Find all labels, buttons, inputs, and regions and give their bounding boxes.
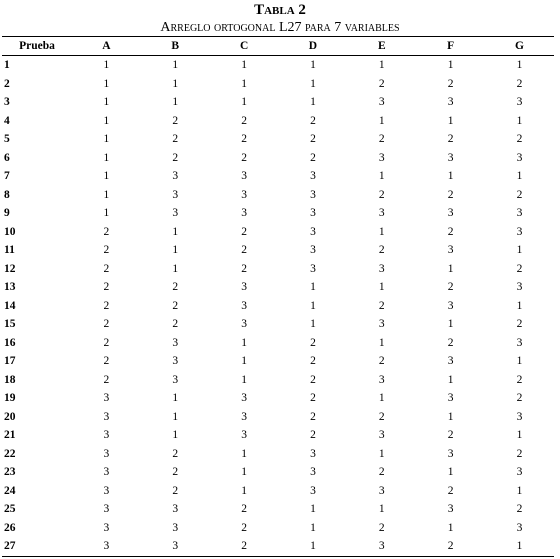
table-row [2,186,554,205]
cell-b: 3 [172,355,179,368]
cell-f: 2 [447,429,454,442]
cell-g: 3 [516,466,523,479]
cell-e: 3 [378,151,385,164]
cell-a: 1 [103,59,110,72]
cell-g: 1 [516,170,523,183]
cell-g: 2 [516,262,523,275]
cell-b: 3 [172,207,179,220]
cell-b: 1 [172,429,179,442]
cell-a: 3 [103,429,110,442]
cell-f: 1 [447,318,454,331]
table-row [2,167,554,186]
cell-e: 2 [378,244,385,257]
table-row [2,334,554,353]
column-header-b: B [141,37,210,56]
cell-c: 3 [241,410,247,423]
cell-e: 1 [378,503,385,516]
cell-b: 1 [172,96,179,109]
cell-a: 3 [103,410,110,423]
orthogonal-array-table [2,36,554,557]
cell-prueba: 26 [4,521,16,534]
table-row [2,445,554,464]
table-row [2,519,554,538]
cell-g: 2 [516,318,523,331]
cell-c: 1 [241,96,247,109]
table-row [2,463,554,482]
cell-b: 3 [172,336,179,349]
cell-prueba: 9 [4,207,10,220]
cell-g: 2 [516,392,523,405]
column-header-f: F [416,37,485,56]
cell-c: 3 [241,207,247,220]
cell-d: 2 [310,133,316,146]
cell-b: 2 [172,318,179,331]
cell-e: 2 [378,133,385,146]
cell-d: 1 [310,521,316,534]
cell-e: 2 [378,521,385,534]
cell-e: 1 [378,225,385,238]
cell-f: 3 [447,392,454,405]
cell-a: 3 [103,466,110,479]
cell-d: 2 [310,429,316,442]
cell-e: 2 [378,466,385,479]
cell-f: 2 [447,77,454,90]
cell-a: 1 [103,170,110,183]
table-row [2,408,554,427]
table-body [2,56,554,557]
cell-c: 1 [241,355,247,368]
cell-c: 1 [241,466,247,479]
cell-c: 1 [241,77,247,90]
cell-prueba: 4 [4,114,10,127]
cell-a: 1 [103,207,110,220]
cell-a: 1 [103,133,110,146]
cell-c: 2 [241,151,247,164]
cell-f: 2 [416,537,485,556]
cell-b: 1 [172,262,179,275]
table-row [2,223,554,242]
cell-e: 3 [378,262,385,275]
column-header-g: G [485,37,554,56]
table-row [2,130,554,149]
cell-c: 3 [241,170,247,183]
cell-e: 1 [378,170,385,183]
cell-prueba: 24 [4,484,16,497]
cell-prueba: 15 [4,318,16,331]
cell-prueba: 13 [4,281,16,294]
cell-e: 2 [378,188,385,201]
cell-g: 3 [516,96,523,109]
cell-f: 3 [447,355,454,368]
cell-f: 1 [447,521,454,534]
cell-b: 1 [172,225,179,238]
cell-prueba: 12 [4,262,16,275]
table-row [2,112,554,131]
cell-b: 1 [172,392,179,405]
column-header-a: A [72,37,141,56]
table-subtitle: Arreglo ortogonal L27 para 7 variables [160,20,400,35]
cell-d: 3 [310,262,316,275]
cell-b: 1 [172,410,179,423]
cell-c: 1 [241,59,247,72]
cell-b: 3 [172,170,179,183]
cell-a: 3 [103,484,110,497]
cell-b: 2 [172,133,179,146]
cell-g: 1 [516,429,523,442]
table-row [2,389,554,408]
cell-a: 1 [103,188,110,201]
cell-f: 1 [447,373,454,386]
cell-e: 3 [378,318,385,331]
cell-prueba: 25 [4,503,16,516]
table-title: Tabla 2 [254,2,306,18]
cell-b: 3 [172,521,179,534]
cell-e: 1 [378,59,385,72]
cell-e: 3 [378,373,385,386]
cell-a: 1 [103,77,110,90]
cell-g: 3 [516,281,523,294]
table-row [2,537,554,556]
cell-prueba: 18 [4,373,16,386]
cell-d: 2 [310,336,316,349]
cell-e: 3 [378,484,385,497]
cell-g: 2 [516,447,523,460]
cell-prueba: 19 [4,392,16,405]
cell-b: 1 [172,77,179,90]
column-header-c: C [210,37,279,56]
cell-c: 2 [241,244,247,257]
cell-prueba: 5 [4,133,10,146]
table-row [2,315,554,334]
cell-g: 3 [516,410,523,423]
table-row [2,260,554,279]
cell-a: 2 [103,299,110,312]
cell-e: 2 [378,77,385,90]
cell-f: 2 [447,133,454,146]
cell-d: 3 [310,207,316,220]
cell-b: 2 [172,281,179,294]
cell-a: 3 [103,392,110,405]
cell-prueba: 7 [4,170,10,183]
table-row [2,93,554,112]
cell-e: 2 [378,355,385,368]
cell-e: 1 [378,392,385,405]
table-row [2,241,554,260]
cell-d: 3 [310,244,316,257]
cell-e: 2 [378,299,385,312]
cell-e: 1 [378,281,385,294]
cell-g: 1 [516,244,523,257]
cell-g: 2 [516,373,523,386]
cell-f: 1 [447,170,454,183]
cell-g: 3 [516,336,523,349]
cell-c: 1 [241,484,247,497]
cell-a: 2 [103,318,110,331]
cell-c: 2 [241,114,247,127]
cell-f: 2 [447,484,454,497]
cell-d: 2 [310,392,316,405]
cell-c: 2 [241,262,247,275]
cell-prueba: 14 [4,299,16,312]
column-header-d: D [279,37,348,56]
table-row [2,352,554,371]
cell-g: 1 [516,299,523,312]
cell-b: 3 [172,373,179,386]
cell-f: 1 [447,59,454,72]
cell-c: 2 [241,521,247,534]
table-row [2,56,554,75]
column-header-e: E [347,37,416,56]
cell-e: 1 [378,114,385,127]
cell-d: 1 [310,96,316,109]
cell-d: 2 [310,373,316,386]
cell-e: 1 [378,336,385,349]
cell-g: 1 [516,114,523,127]
cell-c: 2 [241,133,247,146]
cell-a: 2 [103,355,110,368]
cell-e: 3 [378,207,385,220]
cell-d: 3 [310,188,316,201]
cell-prueba: 10 [4,225,16,238]
cell-prueba: 11 [4,244,15,257]
cell-f: 3 [447,447,454,460]
cell-c: 1 [241,336,247,349]
cell-d: 3 [310,447,316,460]
cell-f: 2 [447,188,454,201]
cell-b: 3 [141,537,210,556]
table-row [2,297,554,316]
cell-c: 1 [241,447,247,460]
cell-b: 1 [172,59,179,72]
cell-prueba: 3 [4,96,10,109]
cell-g: 1 [516,484,523,497]
cell-b: 2 [172,114,179,127]
cell-prueba: 1 [4,59,10,72]
table-header-row [2,37,554,56]
cell-f: 3 [447,207,454,220]
cell-a: 3 [103,503,110,516]
cell-d: 1 [310,299,316,312]
cell-c: 3 [241,392,247,405]
table-row [2,371,554,390]
cell-a: 2 [103,281,110,294]
cell-b: 2 [172,466,179,479]
cell-a: 2 [103,373,110,386]
cell-a: 1 [103,151,110,164]
cell-g: 3 [516,521,523,534]
cell-f: 1 [447,262,454,275]
cell-a: 2 [103,336,110,349]
cell-f: 3 [447,96,454,109]
cell-f: 1 [447,114,454,127]
cell-a: 3 [72,537,141,556]
cell-g: 1 [485,537,554,556]
cell-g: 3 [516,151,523,164]
cell-d: 2 [310,355,316,368]
cell-d: 2 [310,151,316,164]
cell-a: 1 [103,114,110,127]
cell-prueba: 20 [4,410,16,423]
cell-g: 1 [516,355,523,368]
cell-d: 1 [279,537,348,556]
cell-e: 2 [378,410,385,423]
table-row [2,500,554,519]
cell-d: 3 [310,225,316,238]
cell-c: 3 [241,429,247,442]
cell-prueba: 8 [4,188,10,201]
cell-prueba: 6 [4,151,10,164]
cell-prueba: 21 [4,429,16,442]
cell-f: 3 [447,503,454,516]
cell-c: 3 [241,281,247,294]
cell-d: 2 [310,410,316,423]
table-row [2,278,554,297]
cell-c: 2 [241,225,247,238]
cell-d: 3 [310,466,316,479]
cell-e: 3 [378,429,385,442]
cell-g: 1 [516,59,523,72]
cell-c: 3 [241,299,247,312]
cell-f: 2 [447,281,454,294]
cell-prueba: 27 [2,537,72,556]
cell-a: 1 [103,96,110,109]
cell-d: 1 [310,77,316,90]
cell-a: 3 [103,447,110,460]
cell-f: 1 [447,410,454,423]
cell-g: 3 [516,225,523,238]
cell-d: 1 [310,503,316,516]
cell-prueba: 16 [4,336,16,349]
cell-b: 3 [172,188,179,201]
cell-prueba: 2 [4,77,10,90]
table-row [2,482,554,501]
cell-c: 2 [241,503,247,516]
cell-g: 2 [516,77,523,90]
cell-d: 1 [310,318,316,331]
cell-a: 2 [103,225,110,238]
cell-b: 2 [172,299,179,312]
cell-b: 3 [172,503,179,516]
cell-b: 1 [172,244,179,257]
cell-e: 1 [378,447,385,460]
cell-g: 2 [516,133,523,146]
cell-c: 3 [241,188,247,201]
table-row [2,426,554,445]
cell-d: 2 [310,114,316,127]
table-row [2,204,554,223]
cell-f: 3 [447,244,454,257]
cell-g: 2 [516,188,523,201]
table-row [2,75,554,94]
cell-a: 3 [103,521,110,534]
cell-c: 1 [241,373,247,386]
cell-a: 2 [103,262,110,275]
cell-f: 2 [447,225,454,238]
table-row [2,149,554,168]
cell-prueba: 23 [4,466,16,479]
cell-f: 2 [447,336,454,349]
cell-f: 3 [447,299,454,312]
cell-f: 3 [447,151,454,164]
cell-c: 2 [210,537,279,556]
cell-prueba: 22 [4,447,16,460]
cell-c: 3 [241,318,247,331]
cell-a: 2 [103,244,110,257]
cell-b: 2 [172,447,179,460]
cell-e: 3 [347,537,416,556]
cell-prueba: 17 [4,355,16,368]
cell-g: 3 [516,207,523,220]
cell-b: 2 [172,484,179,497]
cell-d: 1 [310,281,316,294]
column-header-prueba: Prueba [2,37,72,56]
cell-g: 2 [516,503,523,516]
cell-d: 1 [310,59,316,72]
cell-d: 3 [310,170,316,183]
cell-b: 2 [172,151,179,164]
cell-f: 1 [447,466,454,479]
cell-d: 3 [310,484,316,497]
cell-e: 3 [378,96,385,109]
